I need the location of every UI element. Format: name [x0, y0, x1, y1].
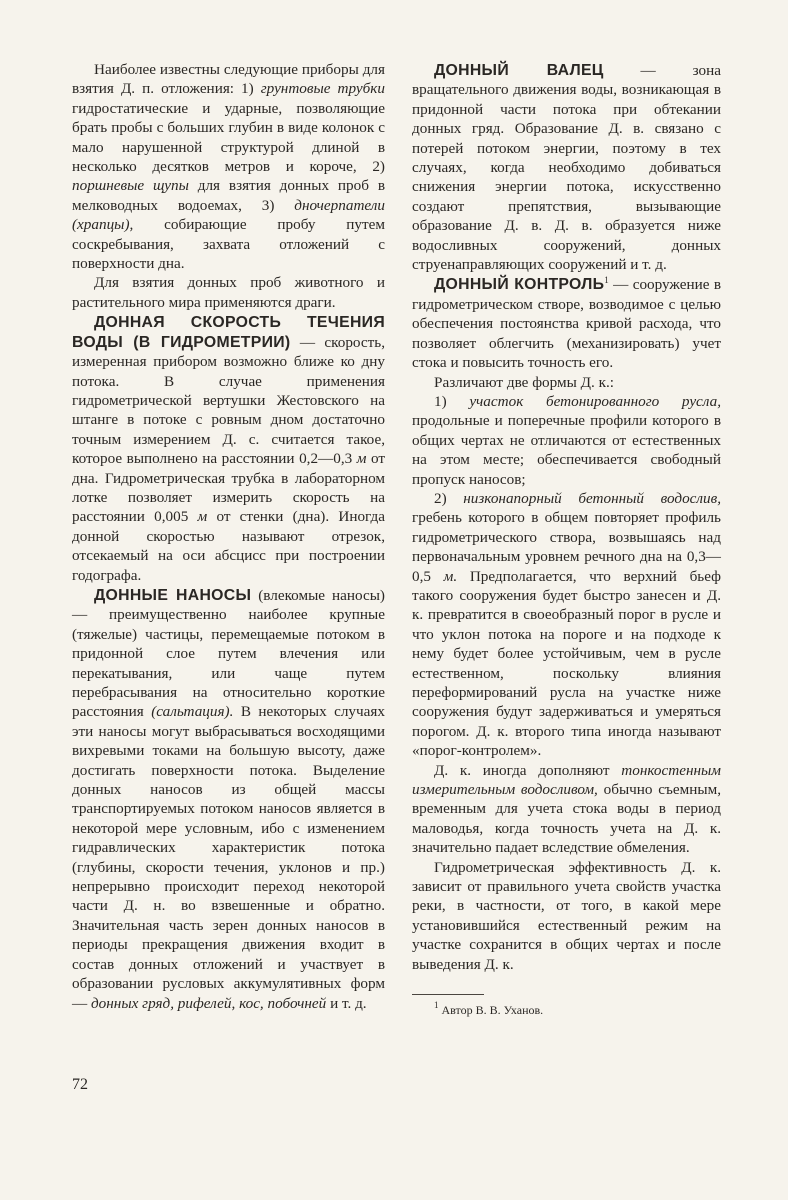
- text-run: 2): [434, 489, 464, 507]
- footnote-text: Автор В. В. Уханов.: [438, 1003, 544, 1018]
- italic-term: низконапорный бетонный водослив,: [463, 489, 722, 507]
- entry-bottom-roller: [412, 61, 721, 274]
- left-column: [72, 60, 385, 1013]
- entry-text: от дна. Гидрометрическая трубка в лабораторном лотке позволяет измерить скорость на расстоянии 0,005: [72, 450, 385, 526]
- entry-text: от стенки (дна). Иногда донной скоростью называют отрезок, отсекаемый на оси абсцисс при построении годографа.: [72, 508, 385, 584]
- text-run: Д. к. иногда дополняют: [434, 761, 622, 779]
- paragraph-weir-supplement: [412, 761, 721, 858]
- entry-heading: ДОННЫЙ КОНТРОЛЬ: [434, 276, 605, 294]
- paragraph-sampling-devices: [72, 60, 385, 273]
- unit: м: [356, 450, 367, 468]
- italic-term: участок бетонированного русла,: [469, 392, 721, 410]
- entry-bottom-control: [412, 275, 721, 372]
- paragraph-effectiveness: Гидрометрическая эффективность Д. к. зависит от правильного учета свойств участка реки, в частности, от того, в какой мере установившийся естественный режим на участке сохранится в общих чертах и после выведения Д. к.: [412, 858, 721, 973]
- entry-heading: ДОННАЯ СКОРОСТЬ ТЕЧЕНИЯ ВОДЫ (В ГИДРОМЕТРИИ): [72, 314, 385, 351]
- footnote-divider: [412, 994, 484, 995]
- entry-bottom-velocity: [72, 313, 385, 585]
- entry-text: и т. д.: [326, 994, 367, 1012]
- entry-text: — зона вращательного движения воды, возникающая в придонной части потока при обтекании донных гряд. Образование Д. в. связано с потерей потоком энергии, поэтому в тех случаях, когда необходимо добиваться снижения энергии потока, искусственно создают препятствия, вызывающие образование Д. в. Д. в. образуется ниже водосливных сооружений, донных струенаправляющих сооружений и т. д.: [412, 62, 722, 274]
- text-run: продольные и поперечные профили которого в общих чертах не отличаются от естественных на этом месте; обеспечивается свободный пропуск наносов;: [412, 412, 721, 488]
- paragraph-control-forms: Различают две формы Д. к.:: [434, 373, 614, 391]
- right-column: [412, 60, 721, 1018]
- unit: м: [197, 508, 208, 526]
- paragraph-form-one: [412, 392, 721, 489]
- text-run: обычно съемным, временным для учета стока воды в период маловодья, когда точность учета на Д. к. значительно падает вследствие обмеления.: [412, 781, 721, 857]
- italic-term: тонкостенным измерительным водосливом,: [412, 761, 721, 799]
- footnote: [412, 1000, 721, 1018]
- italic-term: поршневые щупы: [72, 177, 189, 195]
- text-run: 1): [434, 392, 470, 410]
- entry-text: В некоторых случаях эти наносы могут выбрасываться восходящими вихревыми токами на большую высоту, даже достигать поверхности потока. Выделение донных наносов из общей массы транспортируемых потоком наносов является в некоторой мере условным, ибо с изменением гидравлических характеристик потока (глубины, скорости течения, уклонов и пр.) непрерывно происходит переход некоторой части Д. н. во взвешенные и обратно. Значительная часть зерен донных наносов в периоды прекращения движения входит в состав донных отложений и участвует в образовании русловых аккумулятивных форм —: [72, 703, 385, 1012]
- text-run: Наиболее известны следующие приборы для взятия Д. п. отложения: 1): [72, 61, 385, 98]
- paragraph-form-two: [412, 489, 721, 761]
- entry-heading: ДОННЫЕ НАНОСЫ: [94, 586, 252, 604]
- footnote-marker: 1: [434, 1000, 439, 1011]
- text-run: гребень которого в общем повторяет профиль гидрометрического створа, возвышаясь над первоначальным уровнем речного дна на 0,3—0,5: [412, 509, 721, 585]
- text-run: собирающие пробу путем соскребывания, захвата отложений с поверхности дна.: [72, 216, 385, 273]
- text-run: для взятия донных проб в мелководных водоемах, 3): [72, 177, 385, 214]
- italic-term: грунтовые трубки: [260, 80, 385, 98]
- entry-bottom-sediments: [72, 586, 385, 1013]
- entry-text: (влекомые наносы) — преимущественно наиболее крупные (тяжелые) частицы, перемещаемые потоком в придонной слое путем влечения или перекатывания, или чаще путем перебрасывания на относительно короткие расстояния: [72, 586, 385, 721]
- unit: м.: [443, 567, 458, 585]
- italic-term: донных гряд, рифелей, кос, побочней: [90, 994, 327, 1012]
- footnote-marker: 1: [604, 275, 609, 286]
- entry-text: — скорость, измеренная прибором возможно ближе ко дну потока. В случае применения гидрометрической вертушки Жестовского на штанге в потоке с ровным дном достаточно точным измерением Д. с. считается такое, которое выполнено на расстоянии 0,2—0,3: [72, 333, 385, 468]
- entry-text: — сооружение в гидрометрическом створе, возводимое с целью обеспечения постоянства кривой расхода, что позволяет облегчить (механизировать) учет стока и повысить точность его.: [412, 276, 722, 372]
- text-run: гидростатические и ударные, позволяющие брать пробы с больших глубин в виде колонок с мало нарушенной структурой длиной в несколько десятков метров и короче, 2): [72, 99, 385, 176]
- text-run: Предполагается, что верхний бьеф такого сооружения будет быстро занесен и Д. к. превратится в своеобразный порог в русле и что уклон потока на пороге и на подходе к нему будет более устойчивым, чем в русле естественном, поскольку влияния переформирований русла на участке ниже сооружения будут задерживаться и умеряться порогом. Д. к. второго типа иногда называют «порог-контролем».: [412, 567, 722, 760]
- paragraph-dredges: Для взятия донных проб животного и растительного мира применяются драги.: [72, 274, 385, 311]
- italic-term: (сальтация).: [151, 703, 234, 721]
- entry-heading: ДОННЫЙ ВАЛЕЦ: [434, 62, 604, 79]
- page-number: 72: [72, 1076, 88, 1093]
- italic-term: дночерпатели (храпцы),: [72, 196, 385, 234]
